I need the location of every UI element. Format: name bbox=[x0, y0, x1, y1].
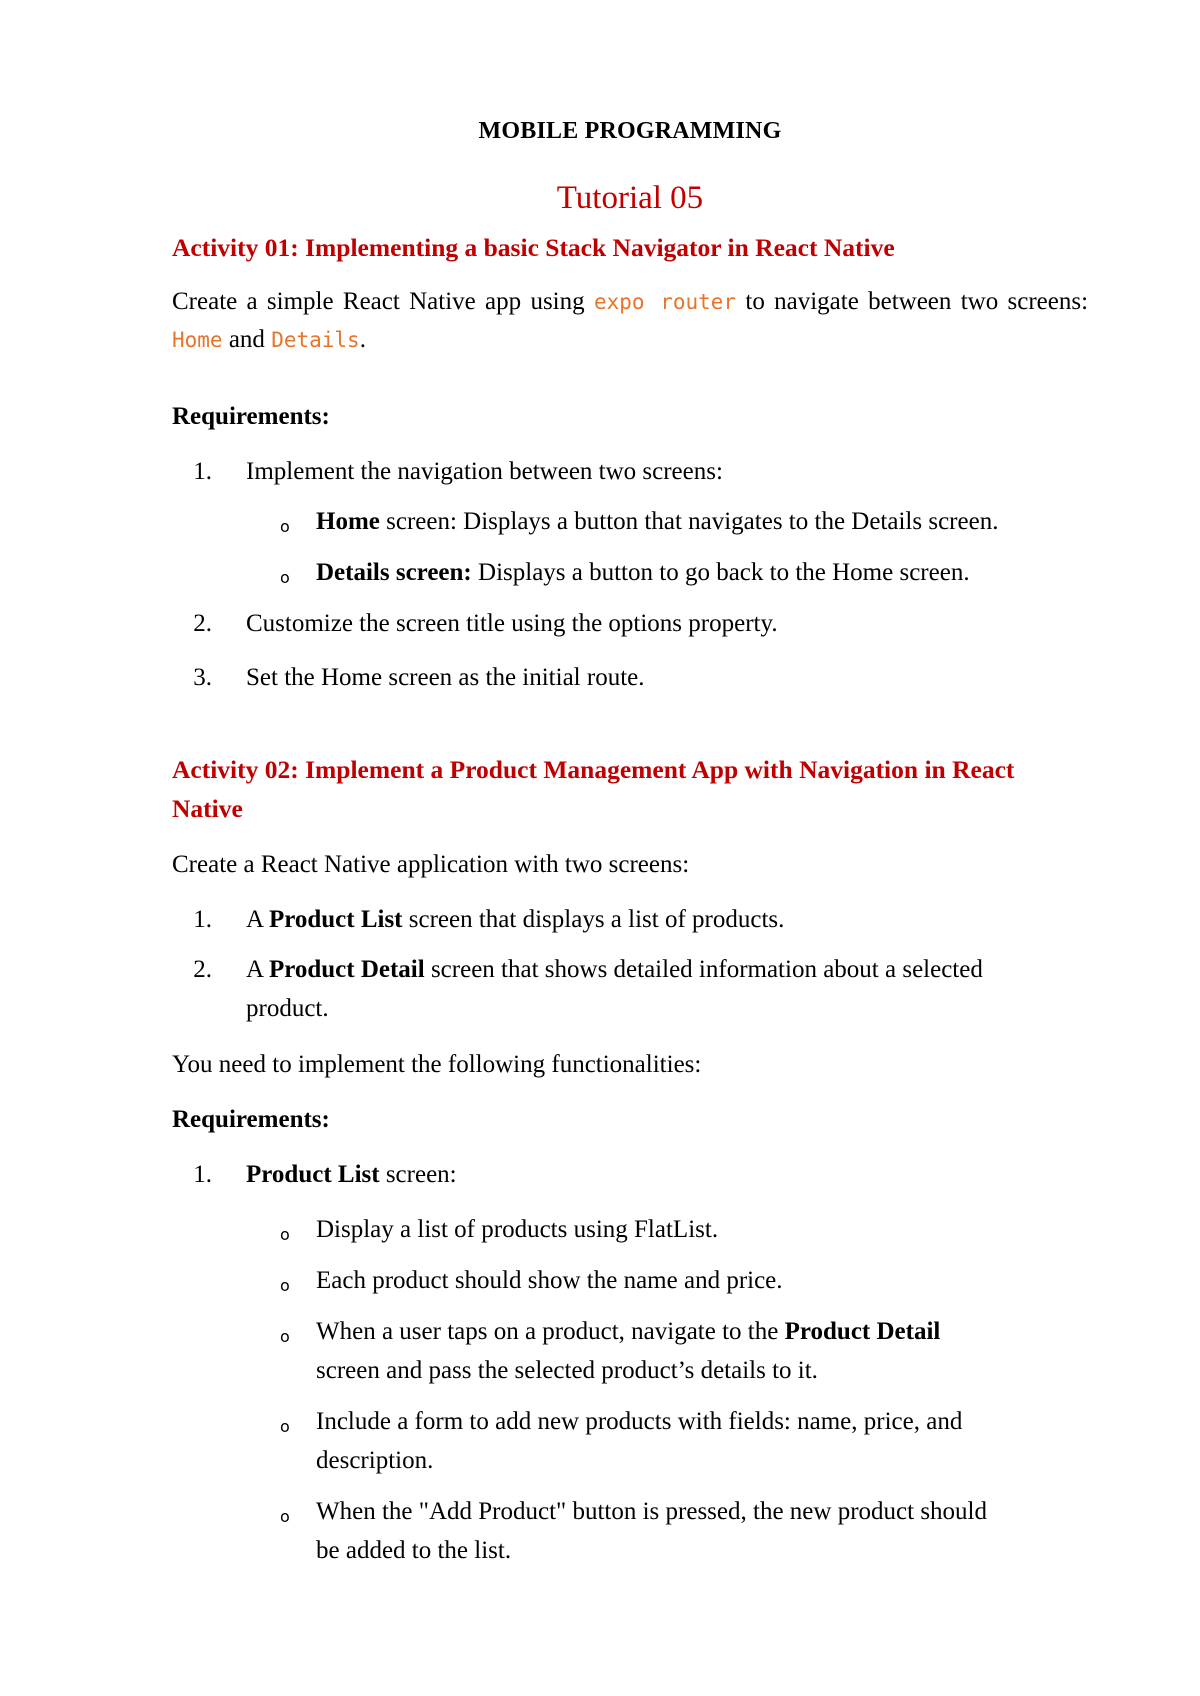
sub-list-item-continuation: description. bbox=[316, 1447, 434, 1474]
sub-list-item-continuation: screen and pass the selected product’s details to it. bbox=[316, 1357, 818, 1384]
intro-text: to navigate between two screens: bbox=[745, 288, 1089, 315]
list-number: 1. bbox=[193, 458, 212, 485]
activity-1-intro bbox=[172, 283, 1088, 359]
sub-list-item bbox=[316, 503, 998, 541]
item-text: A bbox=[246, 956, 269, 983]
list-number: 2. bbox=[193, 610, 212, 637]
list-number: 1. bbox=[193, 1161, 212, 1188]
list-number: 1. bbox=[193, 906, 212, 933]
activity-1-heading: Activity 01: Implementing a basic Stack Navigator in React Native bbox=[172, 233, 895, 262]
tutorial-title: Tutorial 05 bbox=[556, 180, 704, 216]
bold-text: Product Detail bbox=[784, 1318, 941, 1345]
sub-list-item bbox=[316, 554, 970, 592]
bold-text: Product Detail bbox=[268, 956, 425, 983]
requirements-label: Requirements: bbox=[172, 403, 330, 430]
code-expo-router: expo router bbox=[593, 290, 737, 314]
sub-list-item: Include a form to add new products with fields: name, price, and bbox=[316, 1408, 963, 1435]
requirements-label: Requirements: bbox=[172, 1106, 330, 1133]
activity-2-intro: Create a React Native application with two screens: bbox=[172, 851, 690, 878]
bullet-icon: o bbox=[280, 1417, 290, 1436]
item-text: screen that shows detailed information about a selected bbox=[424, 956, 983, 983]
bullet-icon: o bbox=[280, 1507, 290, 1526]
bold-text: screen: bbox=[389, 559, 472, 586]
item-text: screen: Displays a button that navigates to the Details screen. bbox=[379, 508, 999, 535]
bullet-icon: o bbox=[280, 1327, 290, 1346]
item-text: A bbox=[246, 906, 269, 933]
list-item: Set the Home screen as the initial route. bbox=[246, 664, 645, 691]
list-item: Implement the navigation between two screens: bbox=[246, 458, 723, 485]
functionalities-text: You need to implement the following functionalities: bbox=[172, 1051, 702, 1078]
item-text: When a user taps on a product, navigate to the bbox=[316, 1318, 785, 1345]
code-details: Details bbox=[271, 328, 360, 352]
bold-text: Product List bbox=[268, 906, 403, 933]
list-item bbox=[246, 951, 983, 989]
list-item: Customize the screen title using the options property. bbox=[246, 610, 778, 637]
list-number: 2. bbox=[193, 956, 212, 983]
list-item bbox=[246, 1156, 457, 1194]
item-text: screen: bbox=[379, 1161, 457, 1188]
bullet-icon: o bbox=[280, 568, 290, 587]
sub-list-item: Display a list of products using FlatList. bbox=[316, 1216, 719, 1243]
item-text: Displays a button to go back to the Home screen. bbox=[471, 559, 970, 586]
intro-text: Create a simple React Native app using bbox=[172, 288, 585, 315]
list-item-continuation: product. bbox=[246, 995, 329, 1022]
code-home: Home bbox=[172, 328, 223, 352]
sub-list-item-continuation: be added to the list. bbox=[316, 1537, 512, 1564]
bold-text: Product List bbox=[246, 1161, 380, 1188]
intro-text: . bbox=[359, 326, 366, 353]
sub-list-item: Each product should show the name and price. bbox=[316, 1267, 783, 1294]
course-title: MOBILE PROGRAMMING bbox=[478, 118, 782, 144]
item-text: screen that displays a list of products. bbox=[402, 906, 785, 933]
bold-text: Home bbox=[316, 508, 380, 535]
bold-text: Details bbox=[316, 559, 390, 586]
list-item bbox=[246, 901, 784, 939]
sub-list-item: When the "Add Product" button is pressed, the new product should bbox=[316, 1498, 987, 1525]
list-number: 3. bbox=[193, 664, 212, 691]
bullet-icon: o bbox=[280, 1276, 290, 1295]
bullet-icon: o bbox=[280, 1225, 290, 1244]
bullet-icon: o bbox=[280, 517, 290, 536]
intro-text: and bbox=[228, 326, 265, 353]
sub-list-item bbox=[316, 1313, 940, 1351]
activity-2-heading: Activity 02: Implement a Product Management App with Navigation in React Native bbox=[172, 755, 1015, 823]
